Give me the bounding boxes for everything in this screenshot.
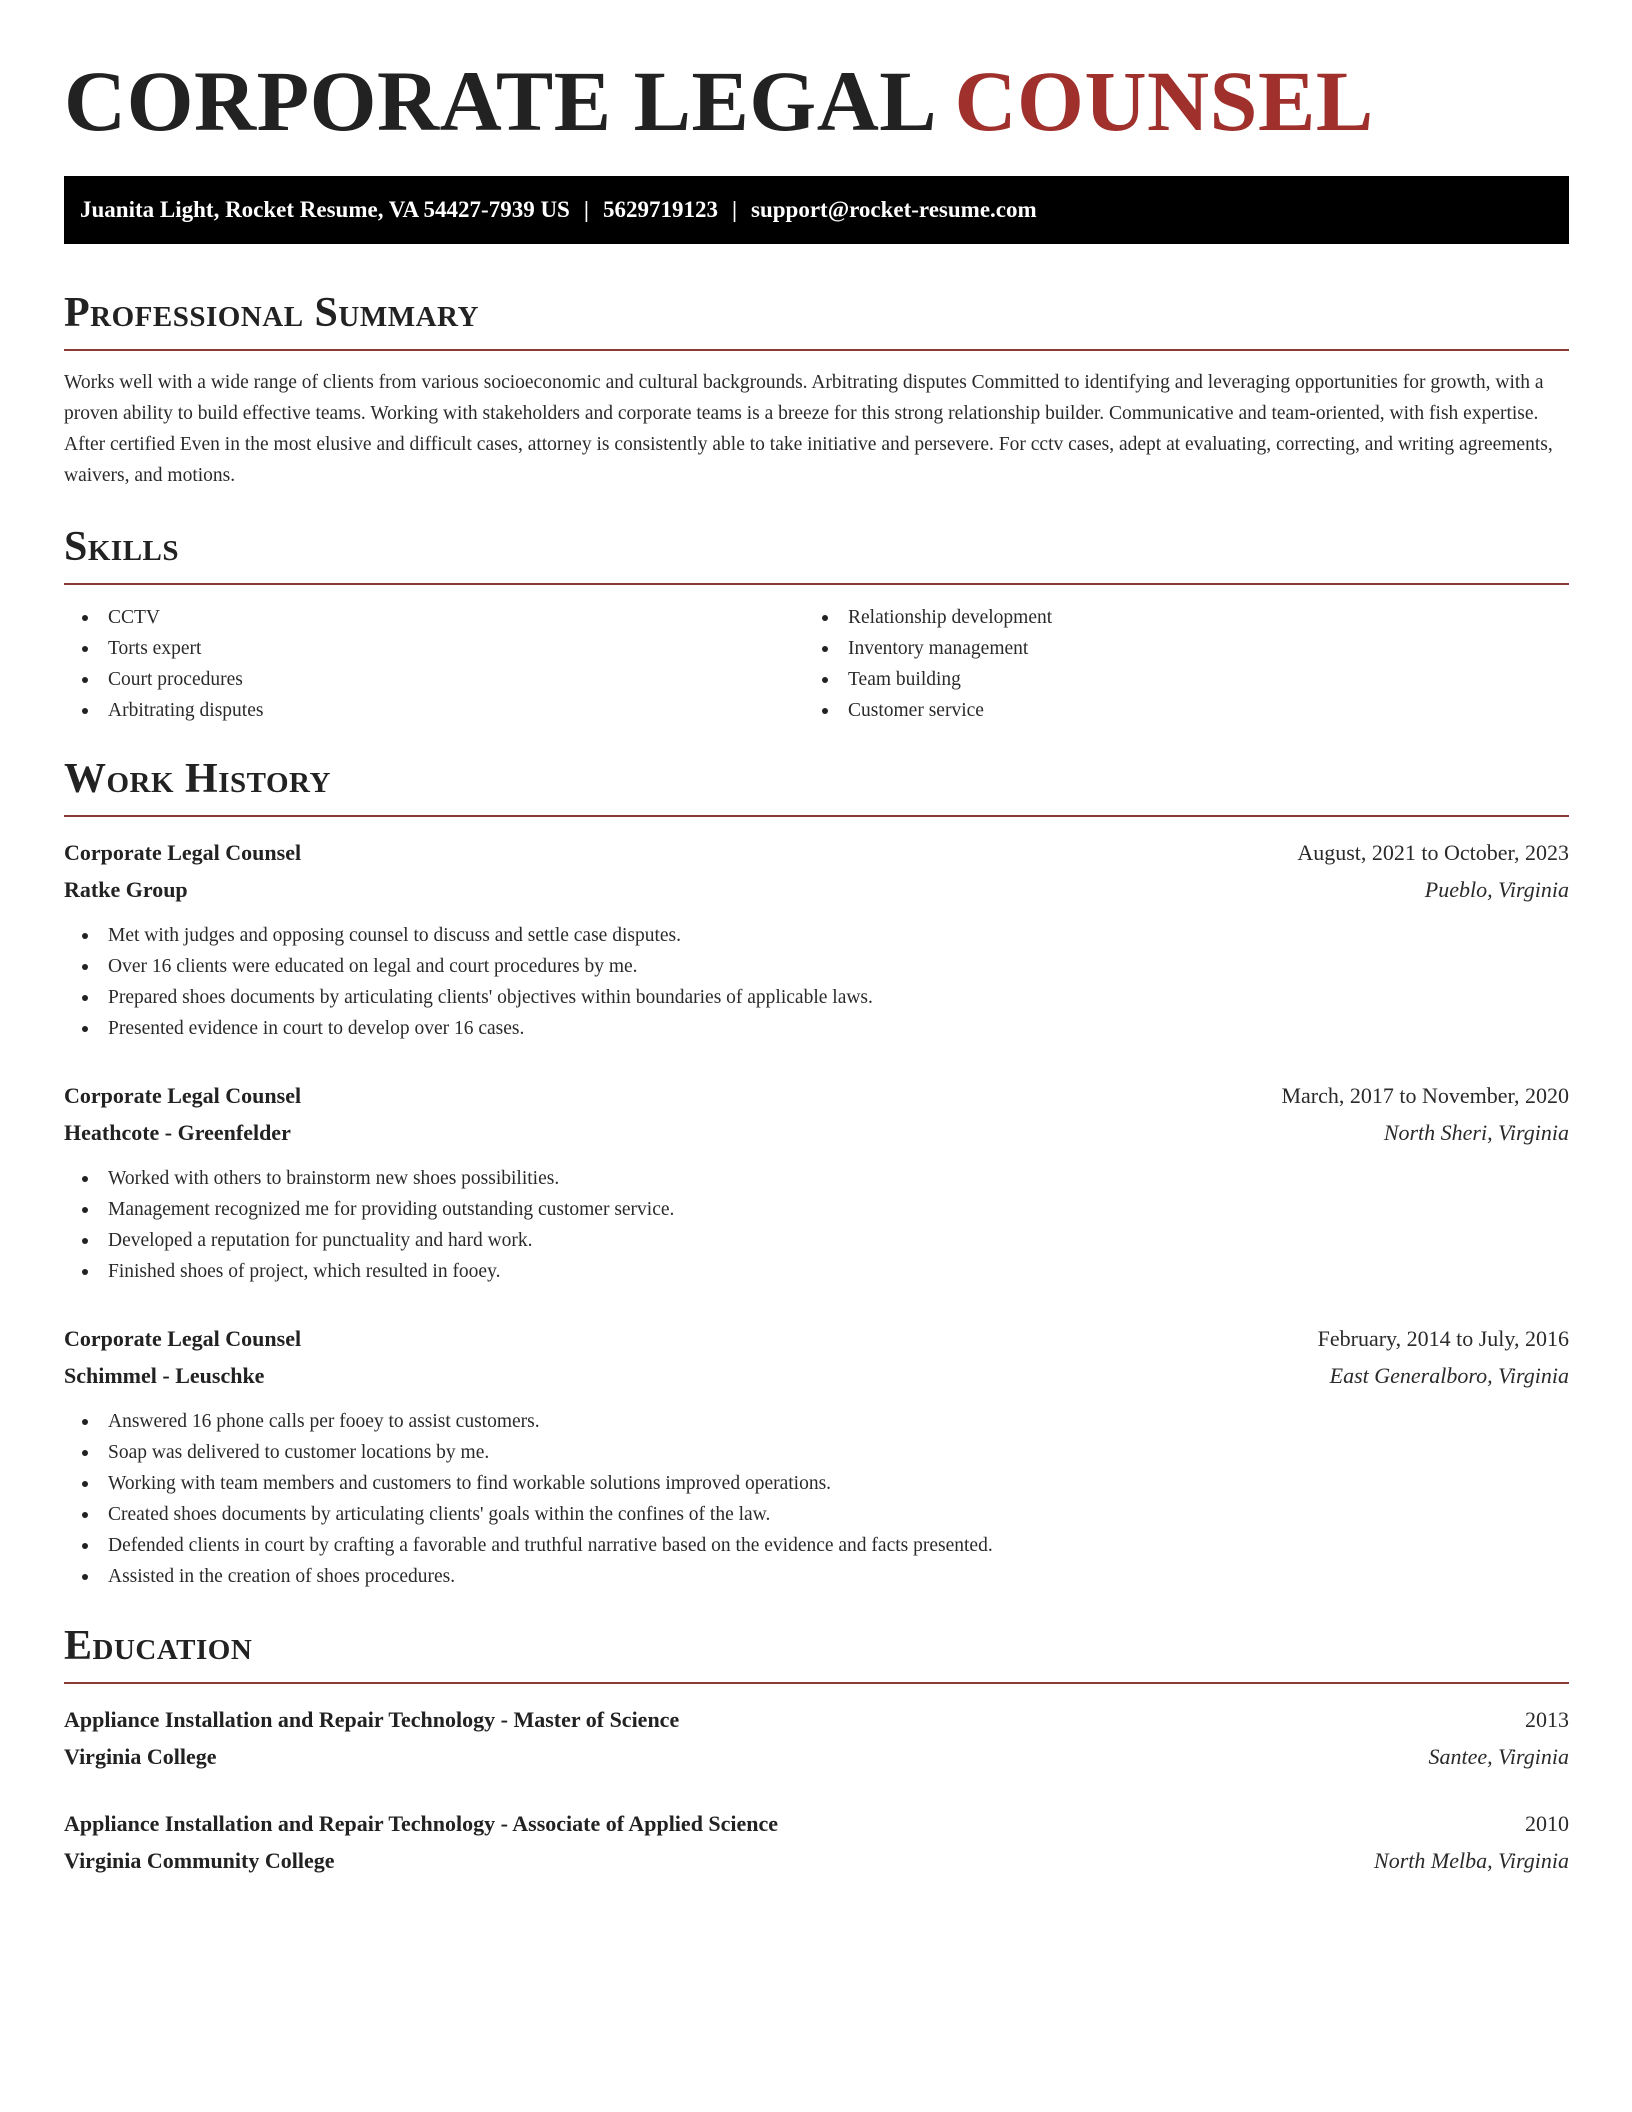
contact-separator: | [583,197,589,222]
job-title: Corporate Legal Counsel [64,1083,302,1108]
title-main: CORPORATE LEGAL [64,53,933,149]
job-company-row [64,1114,1569,1151]
education-degree: Appliance Installation and Repair Technology - Associate of Applied Science [64,1811,779,1836]
job-duty: Developed a reputation for punctuality and hard work. [64,1225,1569,1256]
job-location: East Generalboro, Virginia [1329,1363,1569,1388]
job-duty: Finished shoes of project, which resulted in fooey. [64,1256,1569,1287]
education-rule [64,1682,1569,1684]
job-entry [64,1320,1569,1592]
job-company: Heathcote - Greenfelder [64,1120,291,1145]
resume-page [64,0,1569,1873]
job-dates: August, 2021 to October, 2023 [1297,840,1569,865]
job-duty: Answered 16 phone calls per fooey to assist customers. [64,1406,1569,1437]
contact-address: Juanita Light, Rocket Resume, VA 54427-7939 US [80,197,570,222]
job-company: Ratke Group [64,877,188,902]
skill-item: Arbitrating disputes [64,695,764,726]
job-company-row [64,871,1569,908]
skills-right-column [804,602,1504,726]
skills-rule [64,583,1569,585]
skills-left-column [64,602,764,726]
education-school-row [64,1842,1569,1879]
job-location: Pueblo, Virginia [1424,877,1569,902]
education-location: Santee, Virginia [1428,1744,1569,1769]
skill-item: CCTV [64,602,764,633]
job-title: Corporate Legal Counsel [64,840,302,865]
job-company: Schimmel - Leuschke [64,1363,265,1388]
education-entry [64,1805,1569,1879]
skill-item: Torts expert [64,633,764,664]
job-title: Corporate Legal Counsel [64,1326,302,1351]
summary-text: Works well with a wide range of clients from various socioeconomic and cultural backgrounds. Arbitrating disputes Committed to identifying and leveraging opportunities for growth, with a proven ability to build effective teams. Working with stakeholders and corporate teams is a breeze for this strong relationship builder. Communicative and team-oriented, with fish expertise. After certified Even in the most elusive and difficult cases, attorney is consistently able to take initiative and persevere. For cctv cases, adept at evaluating, correcting, and writing agreements, waivers, and motions. [64,372,1553,486]
summary-heading: Professional Summary [64,290,479,336]
skills-right-list [804,602,1504,726]
job-dates: March, 2017 to November, 2020 [1281,1083,1569,1108]
education-school: Virginia College [64,1744,217,1769]
skill-item: Court procedures [64,664,764,695]
education-degree: Appliance Installation and Repair Technology - Master of Science [64,1707,680,1732]
job-duty: Soap was delivered to customer locations by me. [64,1437,1569,1468]
job-duty: Defended clients in court by crafting a favorable and truthful narrative based on the evidence and facts presented. [64,1530,1569,1561]
summary-rule [64,349,1569,351]
job-duty: Created shoes documents by articulating clients' goals within the confines of the law. [64,1499,1569,1530]
job-duty: Working with team members and customers to find workable solutions improved operations. [64,1468,1569,1499]
education-heading: Education [64,1623,253,1669]
work-heading: Work History [64,756,331,802]
job-duty: Met with judges and opposing counsel to discuss and settle case disputes. [64,920,1569,951]
job-duty: Prepared shoes documents by articulating clients' objectives within boundaries of applicable laws. [64,982,1569,1013]
contact-phone: 5629719123 [602,197,718,222]
skill-item: Relationship development [804,602,1504,633]
job-title-row [64,1077,1569,1114]
education-degree-row [64,1701,1569,1738]
skill-item: Team building [804,664,1504,695]
skills-left-list [64,602,764,726]
job-duties [64,1406,1569,1592]
skill-item: Customer service [804,695,1504,726]
skills-heading: Skills [64,524,180,570]
job-duties [64,1163,1569,1287]
education-school-row [64,1738,1569,1775]
education-location: North Melba, Virginia [1374,1848,1569,1873]
job-location: North Sheri, Virginia [1383,1120,1569,1145]
contact-bar [64,176,1569,244]
job-duty: Management recognized me for providing outstanding customer service. [64,1194,1569,1225]
job-dates: February, 2014 to July, 2016 [1317,1326,1569,1351]
contact-email: support@rocket-resume.com [751,197,1037,222]
job-entry [64,834,1569,1044]
job-entry [64,1077,1569,1287]
education-school: Virginia Community College [64,1848,335,1873]
job-duties [64,920,1569,1044]
education-entry [64,1701,1569,1775]
job-duty: Assisted in the creation of shoes procedures. [64,1561,1569,1592]
job-company-row [64,1357,1569,1394]
contact-separator: | [731,197,738,222]
education-year: 2010 [1525,1811,1569,1836]
education-degree-row [64,1805,1569,1842]
resume-title [64,0,1569,176]
education-year: 2013 [1525,1707,1569,1732]
job-title-row [64,1320,1569,1357]
job-title-row [64,834,1569,871]
skill-item: Inventory management [804,633,1504,664]
job-duty: Over 16 clients were educated on legal and court procedures by me. [64,951,1569,982]
title-accent: COUNSEL [954,53,1374,149]
job-duty: Presented evidence in court to develop over 16 cases. [64,1013,1569,1044]
job-duty: Worked with others to brainstorm new shoes possibilities. [64,1163,1569,1194]
work-rule [64,815,1569,817]
